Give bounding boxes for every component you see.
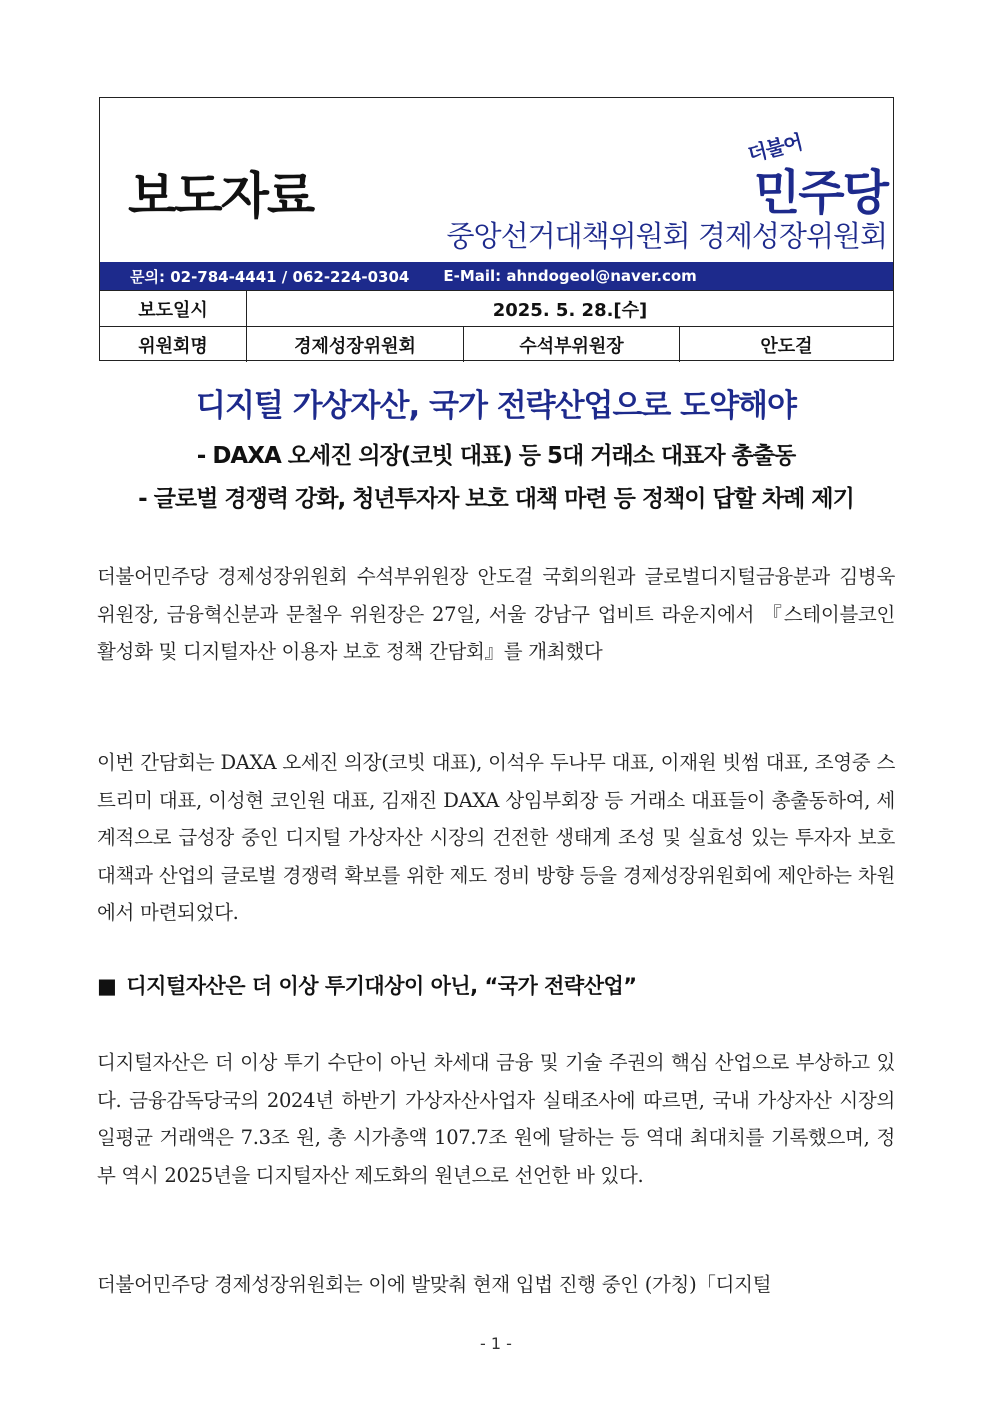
party-logo — [727, 128, 887, 221]
section-heading-text: 디지털자산은 더 이상 투기대상이 아닌, “국가 전략산업” — [126, 974, 637, 998]
subheadline-2: - 글로벌 경쟁력 강화, 청년투자자 보호 대책 마련 등 정책이 답할 차례 제기 — [138, 486, 854, 512]
body-paragraph-1: 더불어민주당 경제성장위원회 수석부위원장 안도걸 국회의원과 글로벌디지털금융분과 김병욱 위원장, 금융혁신분과 문철우 위원장은 27일, 서울 강남구 업비트 라운지에서 『스테이블코인 활성화 및 디지털자산 이용자 보호 정책 간담회』를 개최했다 — [97, 565, 895, 663]
committee-label: 위원회명 — [100, 327, 247, 363]
page-number: - 1 - — [480, 1334, 512, 1353]
contact-bar — [100, 262, 893, 290]
headline: 디지털 가상자산, 국가 전략산업으로 도약해야 — [196, 388, 796, 424]
release-date-label: 보도일시 — [100, 291, 247, 327]
release-info-table — [100, 290, 893, 362]
person-value: 안도걸 — [680, 327, 894, 363]
press-release-title: 보도자료 — [128, 167, 314, 225]
table-row — [100, 327, 893, 363]
section-heading — [97, 970, 637, 1000]
position-value: 수석부위원장 — [464, 327, 680, 363]
body-paragraph-3: 디지털자산은 더 이상 투기 수단이 아닌 차세대 금융 및 기술 주권의 핵심 산업으로 부상하고 있다. 금융감독당국의 2024년 하반기 가상자산사업자 실태조사에 따르면, 국내 가상자산 시장의 일평균 거래액은 7.3조 원, 총 시가총액 107.7조 원에 달하는 등 역대 최대치를 기록했으며, 정부 역시 2025년을 디지털자산 제도화의 원년으로 선언한 바 있다. — [97, 1051, 895, 1187]
party-logo-big-text: 민주당 — [753, 165, 887, 221]
press-release-header — [99, 97, 894, 361]
table-row — [100, 291, 893, 327]
contact-phone: 문의: 02-784-4441 / 062-224-0304 — [130, 267, 410, 286]
subheadline-1: - DAXA 오세진 의장(코빗 대표) 등 5대 거래소 대표자 총출동 — [196, 443, 796, 469]
release-date: 2025. 5. 28.[수] — [247, 291, 894, 327]
body-paragraph-4: 더불어민주당 경제성장위원회는 이에 발맞춰 현재 입법 진행 중인 (가칭)「디지털 — [97, 1273, 772, 1296]
body-paragraph-2: 이번 간담회는 DAXA 오세진 의장(코빗 대표), 이석우 두나무 대표, 이재원 빗썸 대표, 조영중 스트리미 대표, 이성현 코인원 대표, 김재진 DAXA 상임부회장 등 거래소 대표들이 총출동하여, 세계적으로 급성장 중인 디지털 가상자산 시장의 건전한 생태계 조성 및 실효성 있는 투자자 보호 대책과 산업의 글로벌 경쟁력 확보를 위한 제도 정비 방향 등을 경제성장위원회에 제안하는 차원에서 마련되었다. — [97, 751, 895, 924]
committee-name: 중앙선거대책위원회 경제성장위원회 — [446, 219, 887, 253]
contact-email: E-Mail: ahndogeol@naver.com — [443, 267, 697, 285]
committee-value: 경제성장위원회 — [247, 327, 464, 363]
party-logo-small-text: 더불어 — [745, 129, 805, 167]
square-bullet-icon: ■ — [97, 974, 117, 998]
